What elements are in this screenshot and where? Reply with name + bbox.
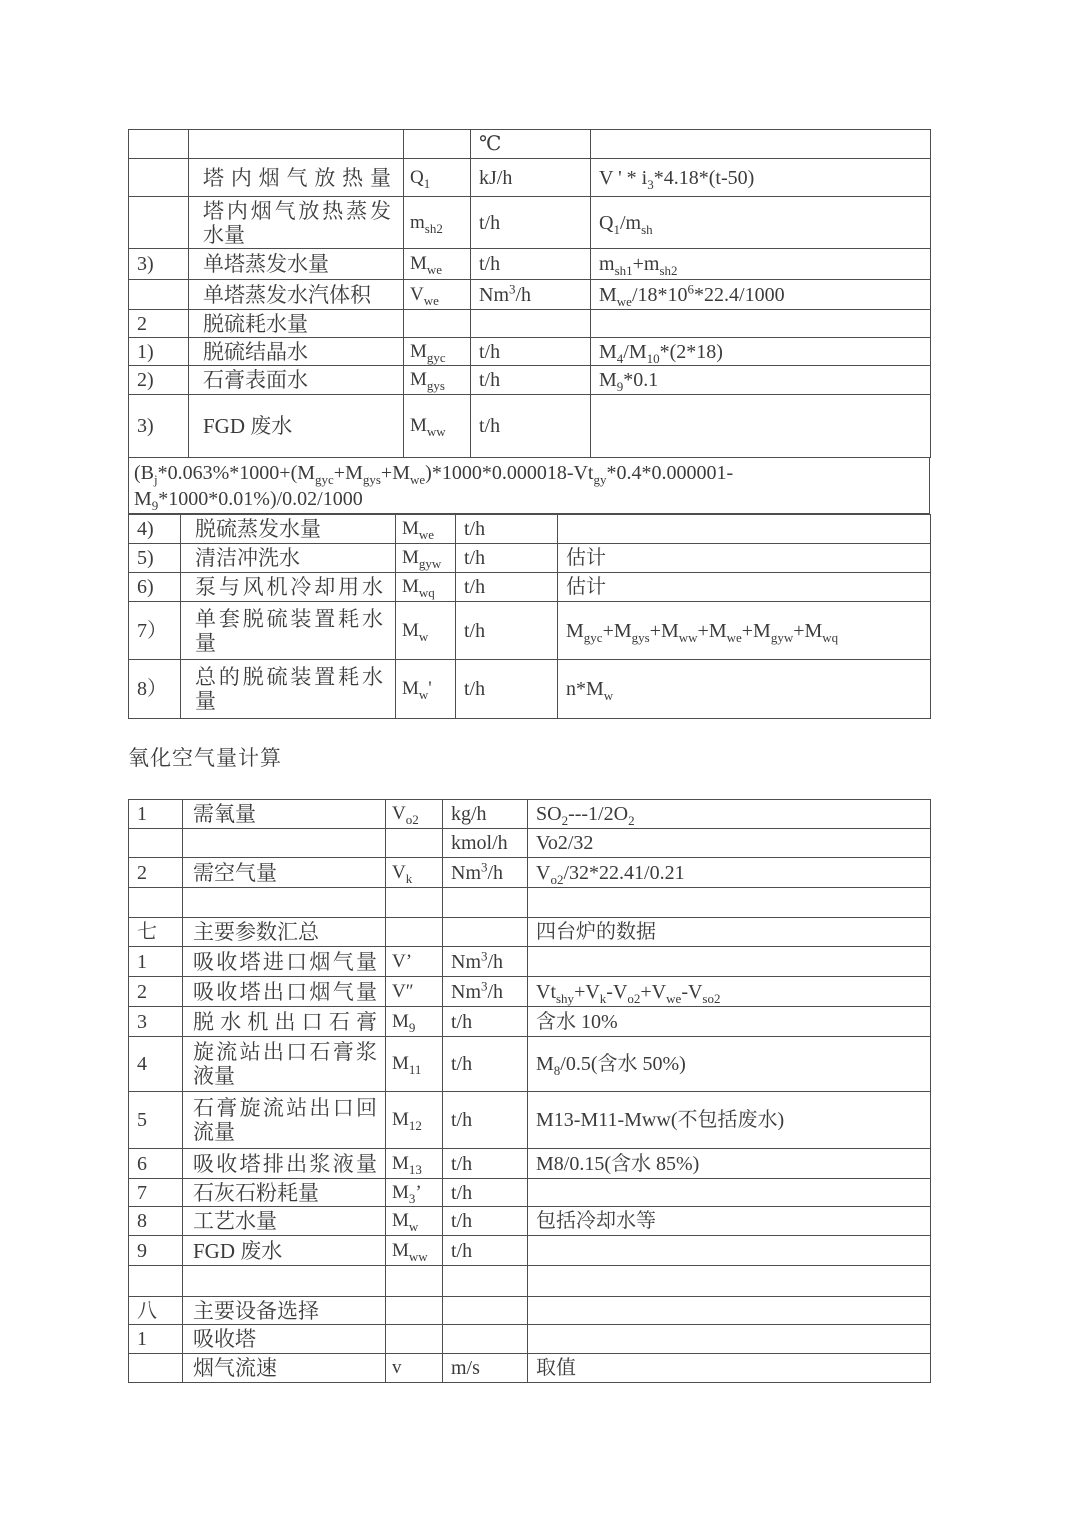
oxidation-air-table — [128, 799, 931, 1383]
symbol-cell: $M_{we}$ — [404, 249, 471, 280]
unit-cell — [471, 310, 591, 338]
table-row — [129, 660, 931, 719]
formula-cell: 估计 — [558, 573, 931, 602]
unit-cell: t/h — [471, 197, 591, 249]
unit-cell — [443, 1325, 528, 1354]
fgd-wastewater-formula-row: $(B_j*0.063\%*1000+(M_{gyc}+M_{gys}+M_{we})*1000*0.000018-Vt_{gy}*0.4*0.000001-M_9*1000*0.01\%)/0.02/1000$ — [128, 458, 930, 514]
row-number-cell: 1) — [129, 338, 189, 366]
table-row — [129, 918, 931, 947]
item-name-cell: 脱硫蒸发水量 — [181, 515, 396, 544]
item-name-cell: 吸收塔进口烟气量 — [183, 947, 386, 977]
unit-cell: t/h — [471, 249, 591, 280]
symbol-cell: $M_3$’ — [386, 1179, 443, 1207]
item-name-cell: 总的脱硫装置耗水量 — [181, 660, 396, 719]
row-number-cell: 七 — [129, 918, 183, 947]
unit-cell: kg/h — [443, 800, 528, 829]
table-row — [129, 310, 931, 338]
symbol-cell: $M_{12}$ — [386, 1092, 443, 1149]
table-row — [129, 1297, 931, 1325]
unit-cell: t/h — [443, 1207, 528, 1236]
table-row — [129, 800, 931, 829]
formula-cell: M8/0.15(含水 85%) — [528, 1149, 931, 1179]
row-number-cell: 9 — [129, 1236, 183, 1266]
formula-cell — [528, 1179, 931, 1207]
item-name-cell: 旋流站出口石膏浆液量 — [183, 1037, 386, 1092]
row-number-cell: 1 — [129, 800, 183, 829]
unit-cell: t/h — [456, 573, 558, 602]
table-row — [129, 1325, 931, 1354]
table-row — [129, 1207, 931, 1236]
symbol-cell — [404, 130, 471, 159]
item-name-cell: 吸收塔出口烟气量 — [183, 977, 386, 1007]
row-number-cell — [129, 888, 183, 918]
symbol-cell: $m_{sh2}$ — [404, 197, 471, 249]
row-number-cell: 4) — [129, 515, 181, 544]
row-number-cell — [129, 280, 189, 310]
item-name-cell: 石膏表面水 — [189, 366, 404, 395]
row-number-cell: 2 — [129, 858, 183, 888]
unit-cell: ℃ — [471, 130, 591, 159]
table-row — [129, 858, 931, 888]
table-row — [129, 338, 931, 366]
row-number-cell: 1 — [129, 1325, 183, 1354]
formula-cell: $SO_2---1/2O_2$ — [528, 800, 931, 829]
symbol-cell: V″ — [386, 977, 443, 1007]
item-name-cell: 主要参数汇总 — [183, 918, 386, 947]
symbol-cell: $M_w$ — [396, 602, 456, 660]
formula-cell: $m_{sh1}+m_{sh2}$ — [591, 249, 931, 280]
symbol-cell — [404, 310, 471, 338]
section-title: 氧化空气量计算 — [128, 746, 282, 770]
item-name-cell: 需氧量 — [183, 800, 386, 829]
table-row — [129, 947, 931, 977]
table-row — [129, 515, 931, 544]
item-name-cell: 泵与风机冷却用水 — [181, 573, 396, 602]
formula-cell: $M_4/M_{10}*(2*18)$ — [591, 338, 931, 366]
table-row — [129, 249, 931, 280]
formula-cell: $n*M_w$ — [558, 660, 931, 719]
unit-cell: t/h — [456, 515, 558, 544]
formula-cell — [528, 888, 931, 918]
formula-cell — [591, 395, 931, 458]
symbol-cell: $M_w$ — [386, 1207, 443, 1236]
unit-cell: kJ/h — [471, 159, 591, 197]
item-name-cell: 主要设备选择 — [183, 1297, 386, 1325]
item-name-cell: 吸收塔 — [183, 1325, 386, 1354]
row-number-cell: 7 — [129, 1179, 183, 1207]
item-name-cell — [183, 1266, 386, 1297]
formula-cell — [528, 1236, 931, 1266]
unit-cell: t/h — [456, 660, 558, 719]
item-name-cell: 工艺水量 — [183, 1207, 386, 1236]
symbol-cell — [386, 1325, 443, 1354]
symbol-cell: $V_{we}$ — [404, 280, 471, 310]
item-name-cell — [183, 829, 386, 858]
symbol-cell — [386, 829, 443, 858]
symbol-cell: $M_{ww}$ — [404, 395, 471, 458]
symbol-cell: $M_w'$ — [396, 660, 456, 719]
item-name-cell: 单塔蒸发水量 — [189, 249, 404, 280]
formula-cell — [558, 515, 931, 544]
unit-cell: t/h — [443, 1236, 528, 1266]
row-number-cell — [129, 159, 189, 197]
table-row — [129, 1092, 931, 1149]
item-name-cell: 脱硫结晶水 — [189, 338, 404, 366]
symbol-cell: v — [386, 1354, 443, 1383]
item-name-cell: 需空气量 — [183, 858, 386, 888]
table-row — [129, 1236, 931, 1266]
table-row — [129, 544, 931, 573]
table-row — [129, 573, 931, 602]
row-number-cell: 2) — [129, 366, 189, 395]
row-number-cell: 6) — [129, 573, 181, 602]
item-name-cell: 吸收塔排出浆液量 — [183, 1149, 386, 1179]
row-number-cell — [129, 197, 189, 249]
table-row — [129, 888, 931, 918]
formula-cell: $M_{gyc}+M_{gys}+M_{ww}+M_{we}+M_{gyw}+M_{wq}$ — [558, 602, 931, 660]
unit-cell: t/h — [456, 544, 558, 573]
item-name-cell: FGD 废水 — [189, 395, 404, 458]
item-name-cell: 清洁冲洗水 — [181, 544, 396, 573]
item-name-cell: 烟气流速 — [183, 1354, 386, 1383]
unit-cell: Nm$^3$/h — [443, 977, 528, 1007]
item-name-cell: 塔内烟气放热量 — [189, 159, 404, 197]
symbol-cell: $V_{o2}$ — [386, 800, 443, 829]
unit-cell — [443, 1297, 528, 1325]
formula-cell: $V_{o2}/32*22.41/0.21$ — [528, 858, 931, 888]
oxidation-air-table-block — [128, 799, 931, 1383]
table-row — [129, 1037, 931, 1092]
formula-cell: 包括冷却水等 — [528, 1207, 931, 1236]
unit-cell: t/h — [456, 602, 558, 660]
table-row — [129, 1179, 931, 1207]
unit-cell: t/h — [443, 1037, 528, 1092]
row-number-cell: 2 — [129, 977, 183, 1007]
consumption-table-lower — [128, 514, 931, 719]
table-row — [129, 159, 931, 197]
row-number-cell — [129, 829, 183, 858]
unit-cell: Nm$^3$/h — [443, 947, 528, 977]
item-name-cell: 脱水机出口石膏 — [183, 1007, 386, 1037]
table-row — [129, 602, 931, 660]
formula-cell: Vo2/32 — [528, 829, 931, 858]
unit-cell: t/h — [443, 1179, 528, 1207]
formula-cell: $M_{we}/18*10^6*22.4/1000$ — [591, 280, 931, 310]
unit-cell: Nm$^3$/h — [443, 858, 528, 888]
formula-cell: $M_8/0.5$(含水 50%) — [528, 1037, 931, 1092]
unit-cell: m/s — [443, 1354, 528, 1383]
formula-cell: $Q_1/m_{sh}$ — [591, 197, 931, 249]
formula-cell: $Vt_{shy}+V_k-V_{o2}+V_{we}-V_{so2}$ — [528, 977, 931, 1007]
symbol-cell: $M_{13}$ — [386, 1149, 443, 1179]
item-name-cell: 脱硫耗水量 — [189, 310, 404, 338]
row-number-cell: 4 — [129, 1037, 183, 1092]
formula-cell: M13-M11-Mww(不包括废水) — [528, 1092, 931, 1149]
unit-cell: kmol/h — [443, 829, 528, 858]
unit-cell: t/h — [443, 1149, 528, 1179]
symbol-cell: $V_k$ — [386, 858, 443, 888]
unit-cell — [443, 1266, 528, 1297]
formula-cell: $M_9*0.1$ — [591, 366, 931, 395]
consumption-table-upper — [128, 129, 931, 458]
table-row — [129, 977, 931, 1007]
item-name-cell: 单套脱硫装置耗水量 — [181, 602, 396, 660]
unit-cell — [443, 888, 528, 918]
table-row — [129, 1007, 931, 1037]
table-row — [129, 1354, 931, 1383]
symbol-cell: $M_{ww}$ — [386, 1236, 443, 1266]
symbol-cell — [386, 1297, 443, 1325]
formula-cell — [528, 947, 931, 977]
row-number-cell: 3) — [129, 249, 189, 280]
table-row — [129, 395, 931, 458]
symbol-cell: $M_{gyc}$ — [404, 338, 471, 366]
row-number-cell: 八 — [129, 1297, 183, 1325]
row-number-cell — [129, 1266, 183, 1297]
water-consumption-table — [128, 129, 931, 719]
unit-cell: t/h — [471, 366, 591, 395]
unit-cell — [443, 918, 528, 947]
table-row — [129, 366, 931, 395]
symbol-cell — [386, 888, 443, 918]
formula-cell — [528, 1297, 931, 1325]
formula-cell — [528, 1325, 931, 1354]
symbol-cell — [386, 1266, 443, 1297]
table-row — [129, 130, 931, 159]
symbol-cell: $M_{we}$ — [396, 515, 456, 544]
item-name-cell: 石膏旋流站出口回流量 — [183, 1092, 386, 1149]
row-number-cell: 2 — [129, 310, 189, 338]
formula-cell — [591, 310, 931, 338]
row-number-cell: 1 — [129, 947, 183, 977]
unit-cell: Nm$^3$/h — [471, 280, 591, 310]
formula-cell: 取值 — [528, 1354, 931, 1383]
item-name-cell: 塔内烟气放热蒸发水量 — [189, 197, 404, 249]
formula-cell: V ' * $i_3*4.18*(t-50)$ — [591, 159, 931, 197]
formula-cell: 四台炉的数据 — [528, 918, 931, 947]
formula-cell: 含水 10% — [528, 1007, 931, 1037]
item-name-cell — [189, 130, 404, 159]
row-number-cell: 5) — [129, 544, 181, 573]
item-name-cell: 石灰石粉耗量 — [183, 1179, 386, 1207]
row-number-cell: 6 — [129, 1149, 183, 1179]
formula-cell — [528, 1266, 931, 1297]
item-name-cell: FGD 废水 — [183, 1236, 386, 1266]
symbol-cell: $M_{wq}$ — [396, 573, 456, 602]
symbol-cell: $Q_1$ — [404, 159, 471, 197]
row-number-cell: 8） — [129, 660, 181, 719]
table-row — [129, 1266, 931, 1297]
unit-cell: t/h — [471, 395, 591, 458]
row-number-cell: 7） — [129, 602, 181, 660]
item-name-cell: 单塔蒸发水汽体积 — [189, 280, 404, 310]
symbol-cell — [386, 918, 443, 947]
formula-cell — [591, 130, 931, 159]
row-number-cell: 3 — [129, 1007, 183, 1037]
table-row — [129, 280, 931, 310]
row-number-cell: 3) — [129, 395, 189, 458]
row-number-cell: 8 — [129, 1207, 183, 1236]
table-row — [129, 197, 931, 249]
symbol-cell: $M_{gyw}$ — [396, 544, 456, 573]
item-name-cell — [183, 888, 386, 918]
unit-cell: t/h — [443, 1092, 528, 1149]
symbol-cell: $M_{11}$ — [386, 1037, 443, 1092]
unit-cell: t/h — [471, 338, 591, 366]
symbol-cell: V’ — [386, 947, 443, 977]
symbol-cell: $M_{gys}$ — [404, 366, 471, 395]
formula-cell: 估计 — [558, 544, 931, 573]
table-row — [129, 829, 931, 858]
unit-cell: t/h — [443, 1007, 528, 1037]
row-number-cell — [129, 130, 189, 159]
row-number-cell: 5 — [129, 1092, 183, 1149]
row-number-cell — [129, 1354, 183, 1383]
table-row — [129, 1149, 931, 1179]
symbol-cell: $M_9$ — [386, 1007, 443, 1037]
